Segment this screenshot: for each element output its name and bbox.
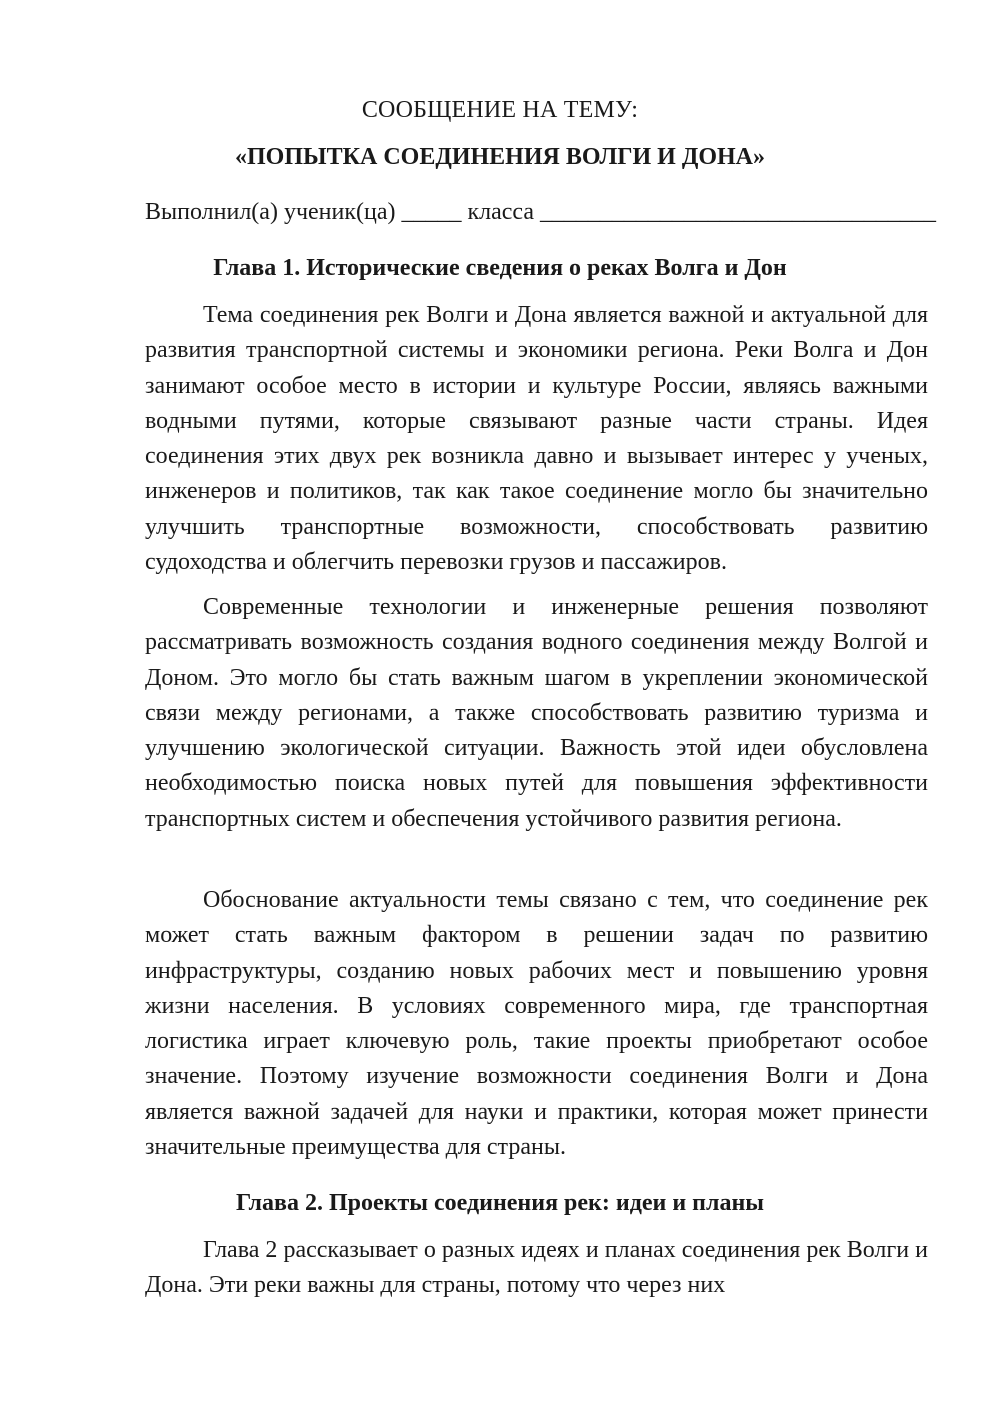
chapter-1-paragraph-3: Обоснование актуальности темы связано с тем, что соединение рек может стать важным фактором в решении задач по развитию инфраструктуры, созданию новых рабочих мест и повышению уровня жизни населения. В условиях современного мира, где транспортная логистика играет ключевую роль, такие проекты приобретают особое значение. Поэтому изучение возможности соединения Волги и Дона является важной задачей для науки и практики, которая может принести значительные преимущества для страны. [145, 887, 928, 1161]
document-title: «ПОПЫТКА СОЕДИНЕНИЯ ВОЛГИ И ДОНА» [235, 144, 765, 170]
chapter-1-title: Глава 1. Исторические сведения о реках Волга и Дон [213, 255, 787, 281]
chapter-2-paragraph-1: Глава 2 рассказывает о разных идеях и планах соединения рек Волги и Дона. Эти реки важны для страны, потому что через них [145, 1237, 928, 1299]
chapter-1-paragraph-1: Тема соединения рек Волги и Дона является важной и актуальной для развития транспортной системы и экономики региона. Реки Волга и Дон занимают особое место в истории и культуре России, являясь важными водными путями, которые связывают разные части страны. Идея соединения этих двух рек возникла давно и вызывает интерес у ученых, инженеров и политиков, так как такое соединение могло бы значительно улучшить транспортные возможности, способствовать развитию судоходства и облегчить перевозки грузов и пассажиров. [145, 302, 928, 576]
document-header-line: СООБЩЕНИЕ НА ТЕМУ: [361, 97, 639, 123]
author-line: Выполнил(а) ученик(ца) _____ класса _________________________________ [145, 199, 937, 225]
chapter-1-paragraph-2: Современные технологии и инженерные решения позволяют рассматривать возможность создания водного соединения между Волгой и Доном. Это могло бы стать важным шагом в укреплении экономической связи между регионами, а также способствовать развитию туризма и улучшению экологической ситуации. Важность этой идеи обусловлена необходимостью поиска новых путей для повышения эффективности транспортных систем и обеспечения устойчивого развития региона. [145, 594, 928, 832]
chapter-2-title: Глава 2. Проекты соединения рек: идеи и планы [235, 1190, 765, 1216]
